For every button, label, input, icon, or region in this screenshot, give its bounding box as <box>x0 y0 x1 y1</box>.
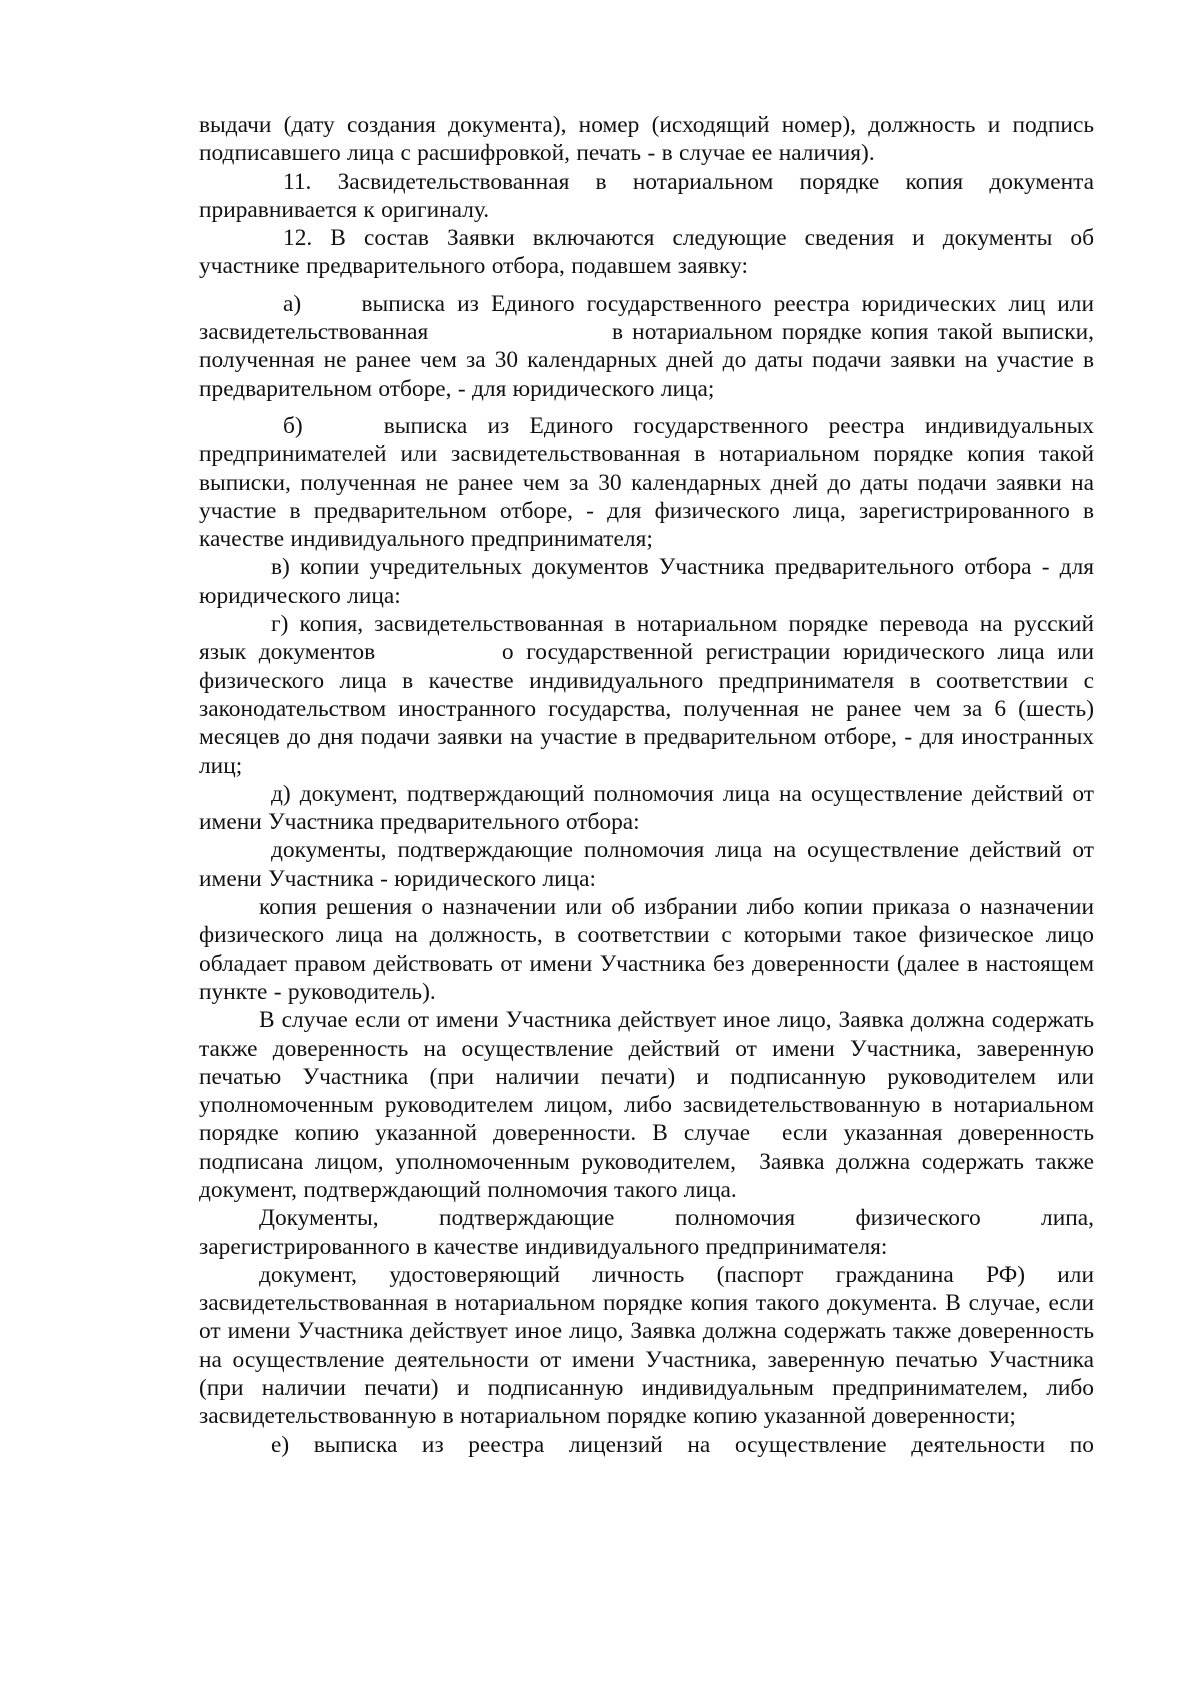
paragraph-subitem-d: д) документ, подтверждающий полномочия лица на осуществление действий от имени Участника предварительного отбора: <box>199 780 1094 836</box>
paragraph-subitem-a: а) выписка из Единого государственного реестра юридических лиц или засвидетельствованная в нотариальном порядке копия такой выписки, полученная не ранее чем за 30 календарных дней до даты подачи заявки на участие в предварительном отборе, - для юридического лица; <box>199 290 1094 402</box>
paragraph-appointment-copy: копия решения о назначении или об избрании либо копии приказа о назначении физического лица на должность, в соответствии с которыми такое физическое лицо обладает правом действовать от имени Участника без доверенности (далее в настоящем пункте - руководитель). <box>199 894 1094 1005</box>
document-body <box>199 111 1094 1459</box>
paragraph-item-11: 11. Засвидетельствованная в нотариальном порядке копия документа приравнивается к оригиналу. <box>199 168 1094 223</box>
paragraph-legal-entity-docs: документы, подтверждающие полномочия лица на осуществление действий от имени Участника - юридического лица: <box>199 837 1094 892</box>
paragraph-item-12: 12. В состав Заявки включаются следующие сведения и документы об участнике предварительного отбора, подавшем заявку: <box>199 225 1094 280</box>
paragraph-subitem-v: в) копии учредительных документов Участника предварительного отбора - для юридического лица: <box>199 554 1094 609</box>
paragraph-identity-document: документ, удостоверяющий личность (паспорт гражданина РФ) или засвидетельствованная в нотариальном порядке копия такого документа. В случае, если от имени Участника действует иное лицо, Заявка должна содержать также доверенность на осуществление деятельности от имени Участника, заверенную печатью Участника (при наличии печати) и подписанную индивидуальным предпринимателем, либо засвидетельствованную в нотариальном порядке копию указанной доверенности; <box>199 1261 1094 1430</box>
paragraph-subitem-e: е) выписка из реестра лицензий на осуществление деятельности по <box>271 1431 1094 1458</box>
paragraph-subitem-b: б) выписка из Единого государственного реестра индивидуальных предпринимателей или засвидетельствованная в нотариальном порядке копия такой выписки, полученная не ранее чем за 30 календарных дней до даты подачи заявки на участие в предварительном отборе, - для физического лица, зарегистрированного в качестве индивидуального предпринимателя; <box>199 412 1094 553</box>
paragraph-power-of-attorney: В случае если от имени Участника действует иное лицо, Заявка должна содержать также доверенность на осуществление действий от имени Участника, заверенную печатью Участника (при наличии печати) и подписанную руководителем или уполномоченным руководителем лицом, либо засвидетельствованную в нотариальном порядке копию указанной доверенности. В случае если указанная доверенность подписана лицом, уполномоченным руководителем, Заявка должна содержать также документ, подтверждающий полномочия такого лица. <box>199 1007 1094 1203</box>
paragraph-issue-details: выдачи (дату создания документа), номер (исходящий номер), должность и подпись подписавшего лица с расшифровкой, печать - в случае ее наличия). <box>199 112 1094 167</box>
paragraph-subitem-g: г) копия, засвидетельствованная в нотариальном порядке перевода на русский язык документов о государственной регистрации юридического лица или физического лица в качестве индивидуального предпринимателя в соответствии с законодательством иностранного государства, полученная не ранее чем за 6 (шесть) месяцев до дня подачи заявки на участие в предварительном отборе, - для иностранных лиц; <box>199 611 1094 779</box>
paragraph-entrepreneur-docs: Документы, подтверждающие полномочия физического липа, зарегистрированного в качестве индивидуального предпринимателя: <box>199 1205 1094 1260</box>
